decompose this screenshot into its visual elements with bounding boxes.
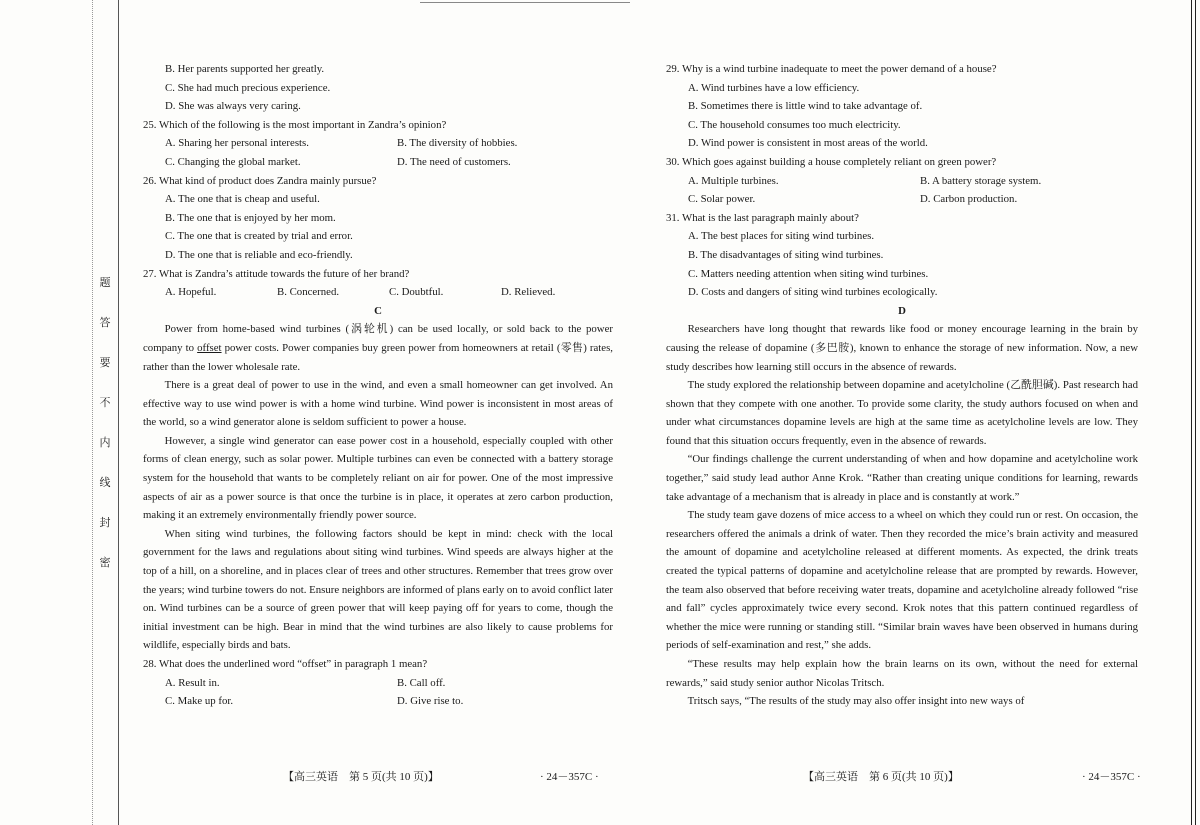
- passage-d-paragraph-2: The study explored the relationship between dopamine and acetylcholine (乙酰胆碱). Past research had shown that they compete with one another. To provide some clarity, the study authors focused on when and under what circumstances dopamine levels are high at the same time as acetylcholine levels are low. They found that this situation occurs frequently, even in the absence of rewards.: [666, 379, 1138, 447]
- q25-option-b: B. The diversity of hobbies.: [397, 137, 518, 150]
- q25-options-row2: [143, 153, 613, 172]
- section-c-heading: C: [374, 304, 382, 317]
- q26-option-c: C. The one that is created by trial and error.: [165, 230, 353, 243]
- q27-option-c: C. Doubtful.: [389, 286, 444, 299]
- q31-option-b: B. The disadvantages of siting wind turbines.: [688, 248, 884, 261]
- q25-stem: 25. Which of the following is the most important in Zandra’s opinion?: [143, 118, 447, 131]
- q29-option-c: C. The household consumes too much electricity.: [688, 118, 901, 131]
- q26-option-b: B. The one that is enjoyed by her mom.: [165, 211, 336, 224]
- p1-text-a: Power from home-based wind turbines (涡轮机) can be used locally, or sold back to the power company to: [143, 323, 613, 354]
- seal-char: 不: [99, 397, 111, 409]
- passage-c-paragraph-4: When siting wind turbines, the following factors should be kept in mind: check with the local government for the laws and regulations about siting wind turbines. Wind speeds are always higher at the top of a hill, on a shoreline, and in places clear of trees and other structures. Remember that trees grow over the years; wind turbine towers do not. Ensure neighbors are informed of plans early on to avoid conflict later on. Wind turbines can be a source of green power that will keep paying off for years to come, though the initial investment can be high. Bear in mind that the wind turbines are also likely to cause problems for wildlife, especially birds and bats.: [143, 527, 613, 652]
- q26-option-a: A. The one that is cheap and useful.: [165, 193, 320, 206]
- q30-option-d: D. Carbon production.: [920, 193, 1018, 206]
- q27-stem: 27. What is Zandra’s attitude towards the future of her brand?: [143, 267, 410, 280]
- q24-option-b: B. Her parents supported her greatly.: [165, 63, 325, 75]
- seal-char: 答: [99, 317, 111, 329]
- q31-stem: 31. What is the last paragraph mainly about?: [666, 211, 859, 224]
- footer-page-5: 【高三英语 第 5 页(共 10 页)】: [283, 771, 439, 783]
- q28-option-b: B. Call off.: [397, 676, 446, 689]
- q29-option-b: B. Sometimes there is little wind to take advantage of.: [688, 100, 923, 113]
- binding-dotted-line: [92, 0, 93, 825]
- footer-code-right: · 24－357C ·: [1082, 771, 1141, 783]
- seal-char: 要: [99, 357, 111, 369]
- q28-options-row1: [143, 674, 613, 693]
- q28-option-d: D. Give rise to.: [397, 695, 464, 708]
- passage-c-paragraph-3: However, a single wind generator can ease power cost in a household, especially coupled with other forms of clean energy, such as solar power. Multiple turbines can even be connected with a battery storage system for the household that wants to be completely reliant on air for power. One of the most impressive aspects of air as a power source is that once the turbine is in place, it operates at zero carbon production, making it an extremely environmentally friendly power source.: [143, 434, 613, 522]
- footer-code-left: · 24－357C ·: [540, 771, 599, 783]
- q27-option-d: D. Relieved.: [501, 286, 556, 299]
- q30-stem: 30. Which goes against building a house completely reliant on green power?: [666, 155, 997, 168]
- binding-seal-text: [97, 274, 113, 594]
- q30-option-a: A. Multiple turbines.: [688, 174, 779, 187]
- binding-line: [118, 0, 119, 825]
- q25-option-a: A. Sharing her personal interests.: [165, 137, 309, 150]
- q29-option-d: D. Wind power is consistent in most areas of the world.: [688, 137, 928, 150]
- footer-page-6: 【高三英语 第 6 页(共 10 页)】: [803, 771, 959, 783]
- q30-options-row2: [666, 190, 1138, 209]
- underlined-word-offset: offset: [197, 341, 222, 354]
- q25-options-row1: [143, 134, 613, 153]
- q28-option-a: A. Result in.: [165, 676, 220, 689]
- q25-option-d: D. The need of customers.: [397, 155, 511, 168]
- q31-option-a: A. The best places for siting wind turbines.: [688, 230, 875, 243]
- q26-option-d: D. The one that is reliable and eco-friendly.: [165, 248, 353, 261]
- left-page: [143, 60, 613, 711]
- q27-option-a: A. Hopeful.: [165, 286, 217, 299]
- seal-char: 密: [99, 557, 111, 569]
- q24-option-d: D. She was always very caring.: [165, 100, 301, 113]
- passage-d-paragraph-1: Researchers have long thought that rewards like food or money encourage learning in the brain by causing the release of dopamine (多巴胺), known to enhance the storage of new information. Now, a new study describes how learning still occurs in the absence of rewards.: [666, 323, 1138, 373]
- section-d-heading: D: [898, 304, 906, 317]
- passage-d-paragraph-3: “Our findings challenge the current understanding of when and how dopamine and acetylcholine work together,” said study lead author Anne Krok. “Rather than creating unique conditions for learning, rewards take advantage of a mechanism that is already in place and is constantly at work.”: [666, 453, 1138, 503]
- passage-d-paragraph-6: Tritsch says, “The results of the study may also offer insight into new ways of: [687, 695, 1025, 708]
- q27-option-b: B. Concerned.: [277, 286, 340, 299]
- q30-option-b: B. A battery storage system.: [920, 174, 1042, 187]
- page-edge: [1191, 0, 1196, 825]
- q31-option-d: D. Costs and dangers of siting wind turbines ecologically.: [688, 286, 938, 299]
- top-mark: [420, 2, 630, 3]
- seal-char: 线: [99, 477, 111, 489]
- seal-char: 题: [99, 277, 111, 289]
- q24-option-c: C. She had much precious experience.: [165, 81, 331, 94]
- q29-stem: 29. Why is a wind turbine inadequate to meet the power demand of a house?: [666, 63, 997, 75]
- q28-option-c: C. Make up for.: [165, 695, 234, 708]
- q28-stem: 28. What does the underlined word “offset” in paragraph 1 mean?: [143, 658, 428, 670]
- p1-text-b: power costs. Power companies buy green power from homeowners at retail (零售) rates, rather than the lower wholesale rate.: [143, 341, 613, 373]
- q30-option-c: C. Solar power.: [688, 193, 756, 206]
- passage-d-paragraph-5: “These results may help explain how the brain learns on its own, without the need for external rewards,” said study senior author Nicolas Tritsch.: [666, 658, 1138, 689]
- q27-options: [143, 283, 613, 302]
- q31-option-c: C. Matters needing attention when siting wind turbines.: [688, 267, 929, 280]
- q30-options-row1: [666, 172, 1138, 191]
- q29-option-a: A. Wind turbines have a low efficiency.: [688, 81, 860, 94]
- seal-char: 封: [99, 517, 111, 529]
- q28-options-row2: [143, 692, 613, 711]
- q25-option-c: C. Changing the global market.: [165, 155, 301, 168]
- passage-c-paragraph-1: [143, 320, 613, 376]
- passage-c-paragraph-2: There is a great deal of power to use in the wind, and even a small homeowner can get involved. An effective way to use wind power is with a home wind turbine. Wind power is inconsistent in most areas of the world, so a wind generator alone is seldom sufficient to power a house.: [143, 379, 613, 429]
- passage-d-paragraph-4: The study team gave dozens of mice access to a wheel on which they could run or rest. On occasion, the researchers offered the animals a drink of water. Then they recorded the mice’s brain activity and measured the amount of dopamine and acetylcholine released at different moments. As expected, the drink treats created the typical patterns of dopamine and acetylcholine release that are prompted by rewards. However, the team also observed that before receiving water treats, dopamine and acetylcholine already followed “rise and fall” cycles approximately twice every second. Krok notes that this pattern continued regardless of whether the mice were running or standing still. “Similar brain waves have been observed in humans during periods of self-examination and rest,” she adds.: [666, 509, 1138, 652]
- seal-char: 内: [99, 437, 111, 449]
- right-page: [666, 60, 1138, 711]
- q26-stem: 26. What kind of product does Zandra mainly pursue?: [143, 174, 377, 187]
